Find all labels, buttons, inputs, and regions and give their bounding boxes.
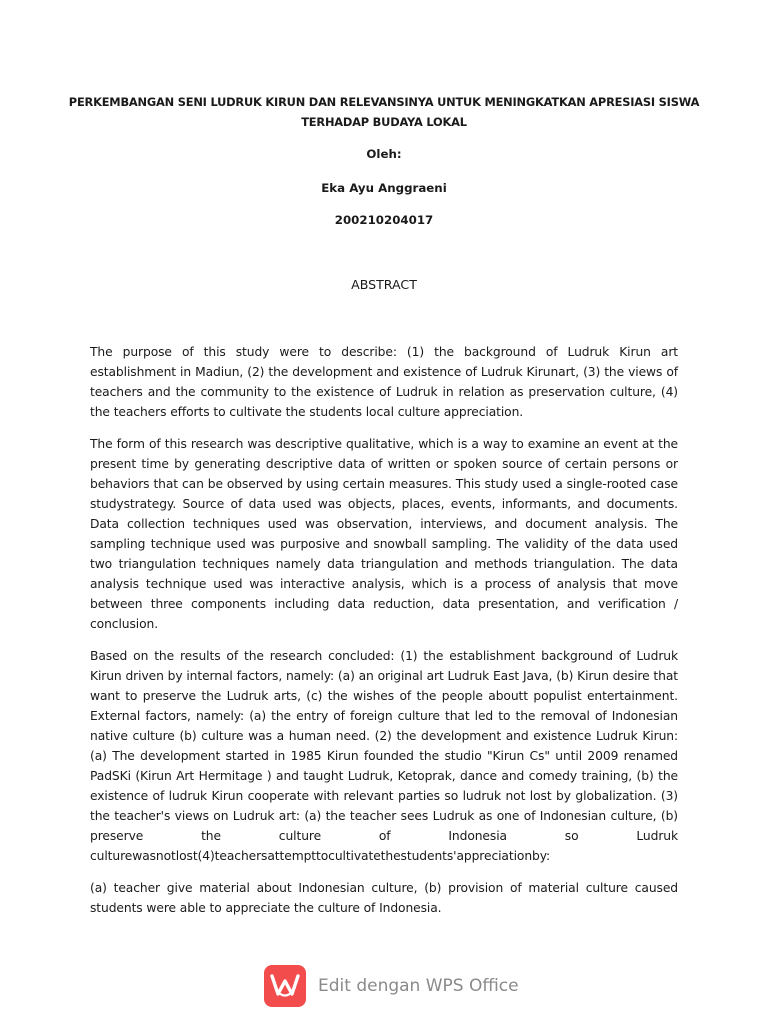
author-name: Eka Ayu Anggraeni	[321, 181, 447, 195]
student-id: 200210204017	[334, 213, 434, 227]
abstract-paragraph: (a) teacher give material about Indonesian culture, (b) provision of material culture caused students were able to appreciate the culture of Indonesia.	[90, 881, 678, 915]
abstract-body	[90, 342, 678, 930]
abstract-paragraph: The form of this research was descriptive qualitative, which is a way to examine an event at the present time by generating descriptive data of written or spoken source of certain persons or behaviors that can be observed by using certain measures. This study used a single-rooted case studystrategy. Source of data used was objects, places, events, informants, and documents. Data collection techniques used was observation, interviews, and document analysis. The sampling technique used was purposive and snowball sampling. The validity of the data used two triangulation techniques namely data triangulation and methods triangulation. The data analysis technique used was interactive analysis, which is a process of analysis that move between three components including data reduction, data presentation, and verification / conclusion.	[90, 437, 678, 631]
document-title: PERKEMBANGAN SENI LUDRUK KIRUN DAN RELEVANSINYA UNTUK MENINGKATKAN APRESIASI SISWA TERHADAP BUDAYA LOKAL	[68, 95, 700, 129]
abstract-heading: ABSTRACT	[351, 277, 417, 292]
author-by-label: Oleh:	[366, 147, 402, 161]
abstract-paragraph: The purpose of this study were to describe: (1) the background of Ludruk Kirun art establishment in Madiun, (2) the development and existence of Ludruk Kirunart, (3) the views of teachers and the community to the existence of Ludruk in relation as preservation culture, (4) the teachers efforts to cultivate the students local culture appreciation.	[90, 345, 678, 419]
wps-edit-label[interactable]: Edit dengan WPS Office	[318, 976, 519, 996]
abstract-paragraph: Based on the results of the research concluded: (1) the establishment background of Ludruk Kirun driven by internal factors, namely: (a) an original art Ludruk East Java, (b) Kirun desire that want to preserve the Ludruk arts, (c) the wishes of the people aboutt populist entertainment. External factors, namely: (a) the entry of foreign culture that led to the removal of Indonesian native culture (b) culture was a human need. (2) the development and existence Ludruk Kirun: (a) The development started in 1985 Kirun founded the studio "Kirun Cs" until 2009 renamed PadSKi (Kirun Art Hermitage ) and taught Ludruk, Ketoprak, dance and comedy training, (b) the existence of ludruk Kirun cooperate with relevant parties so ludruk not lost by globalization. (3) the teacher's views on Ludruk art: (a) the teacher sees Ludruk as one of Indonesian culture, (b) preserve the culture of Indonesia so Ludruk culturewasnotlost(4)teachersattempttocultivatethestudents'appreciationby:	[90, 649, 678, 863]
wps-logo-icon	[264, 965, 306, 1007]
wps-edit-banner[interactable]	[264, 964, 519, 1008]
